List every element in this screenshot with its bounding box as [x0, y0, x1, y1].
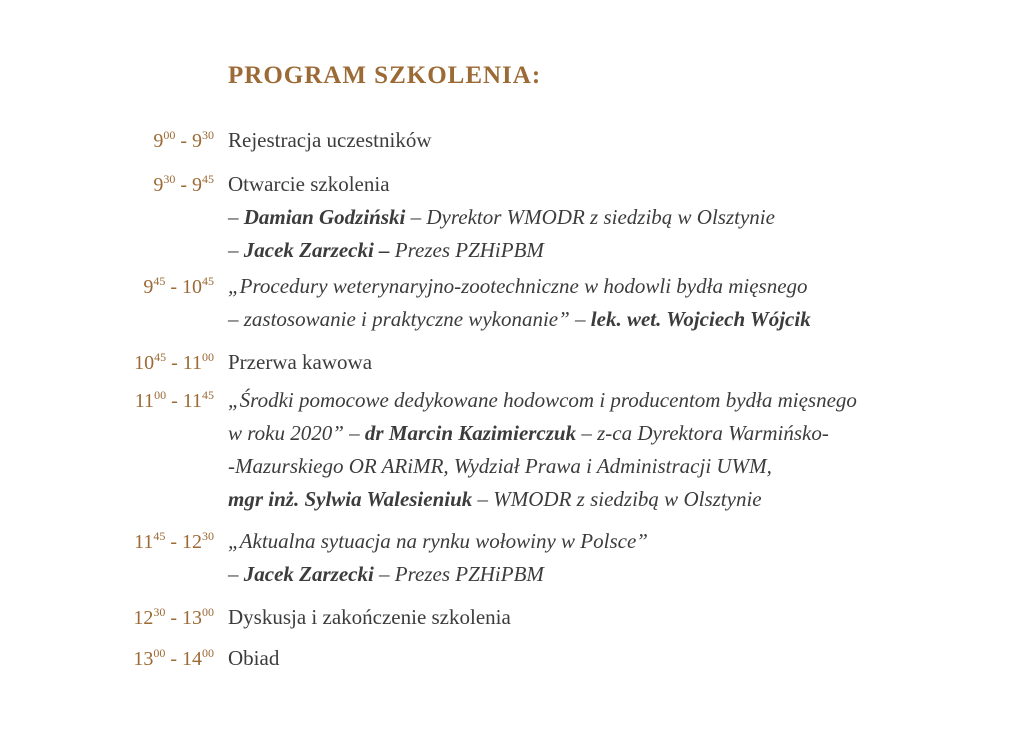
description-text: – — [228, 562, 244, 586]
description-text: – Dyrektor WMODR z siedzibą w Olsztynie — [405, 205, 775, 229]
session-description — [228, 168, 958, 267]
description-line — [228, 346, 958, 379]
start-minutes: 30 — [153, 605, 166, 619]
end-hour: 9 — [192, 130, 202, 152]
page-title: PROGRAM SZKOLENIA: — [228, 62, 542, 89]
speaker-name: dr Marcin Kazimierczuk — [364, 421, 577, 445]
description-text: Dyskusja i zakończenie szkolenia — [228, 605, 511, 629]
description-line — [228, 558, 958, 591]
time-range — [133, 607, 214, 630]
speaker-name: Jacek Zarzecki — [243, 562, 374, 586]
start-minutes: 00 — [154, 388, 167, 402]
start-minutes: 00 — [153, 646, 166, 660]
description-text: Przerwa kawowa — [228, 350, 373, 374]
description-text: w roku 2020” – — [228, 421, 365, 445]
end-hour: 9 — [192, 174, 202, 196]
description-line — [228, 525, 958, 558]
start-hour: 13 — [133, 648, 154, 670]
description-line — [228, 201, 958, 234]
end-minutes: 45 — [202, 388, 214, 402]
session-description — [228, 601, 958, 634]
start-hour: 10 — [134, 352, 155, 374]
start-hour: 9 — [143, 276, 154, 298]
end-minutes: 00 — [202, 605, 214, 619]
start-minutes: 45 — [153, 274, 166, 288]
description-line — [228, 384, 958, 417]
time-separator: - — [165, 648, 182, 670]
end-minutes: 30 — [202, 128, 214, 142]
start-hour: 9 — [153, 174, 164, 196]
start-hour: 11 — [134, 390, 155, 412]
session-description — [228, 124, 958, 157]
session-description — [228, 525, 958, 591]
speaker-name: mgr inż. Sylwia Walesieniuk — [228, 487, 473, 511]
end-minutes: 00 — [202, 350, 214, 364]
session-description — [228, 642, 958, 675]
description-text: „Środki pomocowe dedykowane hodowcom i producentom bydła mięsnego — [228, 388, 857, 412]
description-text: – WMODR z siedzibą w Olsztynie — [472, 487, 762, 511]
time-separator: - — [165, 607, 182, 629]
time-range — [153, 130, 214, 153]
time-separator: - — [165, 531, 182, 553]
end-hour: 11 — [182, 352, 202, 374]
description-line — [228, 642, 958, 675]
description-text: Otwarcie szkolenia — [228, 172, 390, 196]
time-range — [134, 352, 214, 375]
description-text: – zastosowanie i praktyczne wykonanie” – — [228, 307, 591, 331]
start-hour: 9 — [153, 130, 164, 152]
end-minutes: 30 — [202, 529, 214, 543]
description-line — [228, 601, 958, 634]
speaker-name: Damian Godziński — [243, 205, 406, 229]
description-text: Rejestracja uczestników — [228, 128, 432, 152]
start-minutes: 45 — [153, 529, 166, 543]
start-hour: 11 — [134, 531, 154, 553]
description-line — [228, 270, 958, 303]
start-minutes: 45 — [154, 350, 167, 364]
time-range — [153, 174, 214, 197]
session-description — [228, 270, 958, 336]
description-text: -Mazurskiego OR ARiMR, Wydział Prawa i Administracji UWM, — [228, 454, 772, 478]
time-range — [135, 390, 214, 413]
end-hour: 10 — [182, 276, 202, 298]
end-hour: 11 — [182, 390, 202, 412]
start-minutes: 30 — [163, 172, 176, 186]
end-hour: 13 — [182, 607, 202, 629]
description-text: Obiad — [228, 646, 280, 670]
description-line — [228, 483, 958, 516]
description-line — [228, 124, 958, 157]
time-separator: - — [175, 130, 192, 152]
speaker-name: lek. wet. Wojciech Wójcik — [590, 307, 811, 331]
time-separator: - — [165, 276, 182, 298]
description-line — [228, 303, 958, 336]
description-text: Prezes PZHiPBM — [389, 238, 544, 262]
start-minutes: 00 — [163, 128, 176, 142]
description-text: – Prezes PZHiPBM — [373, 562, 544, 586]
speaker-name: Jacek Zarzecki – — [243, 238, 390, 262]
description-text: – z-ca Dyrektora Warmińsko- — [576, 421, 829, 445]
time-range — [134, 531, 214, 554]
end-minutes: 00 — [202, 646, 214, 660]
description-line — [228, 450, 958, 483]
time-range — [133, 648, 214, 671]
description-text: – — [228, 238, 244, 262]
description-line — [228, 234, 958, 267]
time-range — [143, 276, 214, 299]
description-line — [228, 168, 958, 201]
session-description — [228, 346, 958, 379]
description-line — [228, 417, 958, 450]
time-separator: - — [166, 390, 183, 412]
end-minutes: 45 — [202, 274, 214, 288]
start-hour: 12 — [133, 607, 154, 629]
description-text: – — [228, 205, 244, 229]
session-description — [228, 384, 958, 516]
end-hour: 12 — [182, 531, 202, 553]
time-separator: - — [166, 352, 183, 374]
description-text: „Aktualna sytuacja na rynku wołowiny w Polsce” — [228, 529, 648, 553]
time-separator: - — [175, 174, 192, 196]
description-text: „Procedury weterynaryjno-zootechniczne w hodowli bydła mięsnego — [228, 274, 808, 298]
end-hour: 14 — [182, 648, 202, 670]
end-minutes: 45 — [202, 172, 214, 186]
